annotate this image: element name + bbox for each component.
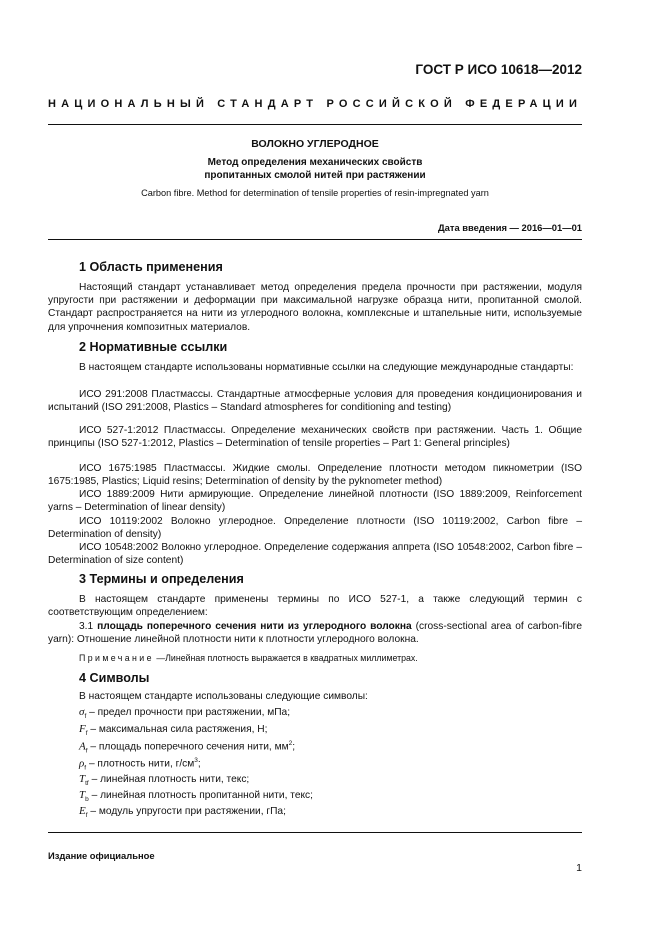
edition-label: Издание официальное: [48, 850, 155, 861]
symbol-row: $A_f$ – площадь поперечного сечения нити, $мм^2$;: [79, 740, 296, 755]
term-3-1: 3.1 площадь поперечного сечения нити из углеродного волокна (cross-sectional area of carbon-fibre yarn): Отношение линейной плотности нити к плотности углеродного волокна.: [48, 621, 582, 646]
national-standard-banner: НАЦИОНАЛЬНЫЙ СТАНДАРТ РОССИЙСКОЙ ФЕДЕРАЦИИ: [48, 98, 583, 110]
reference-iso-527-1: ИСО 527-1:2012 Пластмассы. Определение механических свойств при растяжении. Часть 1. Общие принципы (ISO 527-1:2012, Plastics – Determination of tensile properties – Part 1: General principles): [48, 425, 582, 450]
reference-iso-291: ИСО 291:2008 Пластмассы. Стандартные атмосферные условия для проведения кондиционирования и испытаний (ISO 291:2008, Plastics – Standard atmospheres for conditioning and testing): [48, 389, 582, 414]
header-divider: [48, 124, 582, 125]
reference-iso-10548: ИСО 10548:2002 Волокно углеродное. Определение содержания аппрета (ISO 10548:2002, Carbon fibre – Determination of size content): [48, 542, 582, 567]
section-4-heading: 4 Символы: [79, 671, 150, 685]
footer-divider: [48, 832, 582, 833]
page-number: 1: [576, 862, 582, 874]
title-divider: [48, 239, 582, 240]
document-subtitle: [48, 156, 582, 182]
section-1-heading: 1 Область применения: [79, 260, 223, 274]
introduction-date: Дата введения — 2016—01—01: [437, 222, 582, 233]
note-label: Примечание: [79, 653, 154, 663]
term-name: площадь поперечного сечения нити из углеродного волокна: [97, 621, 412, 632]
section-1-text: Настоящий стандарт устанавливает метод определения предела прочности при растяжении, модуля упругости при растяжении и деформации при максимальной нагрузке образца нити, пропитанной смолой. Стандарт распространяется на нити из углеродного волокна, комплексные и штапельные нити, используемые для упрочнения композитных материалов.: [48, 282, 582, 333]
symbol-row: $F_f$ – максимальная сила растяжения, Н;: [79, 723, 268, 738]
section-3-note: Примечание —Линейная плотность выражается в квадратных миллиметрах.: [79, 653, 418, 663]
symbol-row: $T_{tf}$ – линейная плотность нити, текс;: [79, 773, 250, 788]
section-2-heading: 2 Нормативные ссылки: [79, 340, 228, 354]
subtitle-line-1: Метод определения механических свойств: [207, 157, 423, 168]
subtitle-line-2: пропитанных смолой нитей при растяжении: [204, 170, 426, 181]
section-3-intro: В настоящем стандарте применены термины по ИСО 527-1, а также следующий термин с соответствующим определением:: [48, 594, 582, 619]
section-2-intro: В настоящем стандарте использованы нормативные ссылки на следующие международные стандарты:: [79, 362, 574, 373]
reference-iso-10119: ИСО 10119:2002 Волокно углеродное. Определение плотности (ISO 10119:2002, Carbon fibre – Determination of density): [48, 516, 582, 541]
english-title: Carbon fibre. Method for determination of tensile properties of resin-impregnated yarn: [141, 188, 489, 198]
symbol-row: $\rho_f$ – плотность нити, $г/см^3$;: [79, 757, 201, 772]
section-4-intro: В настоящем стандарте использованы следующие символы:: [79, 691, 368, 702]
reference-iso-1889: ИСО 1889:2009 Нити армирующие. Определение линейной плотности (ISO 1889:2009, Reinforcement yarns – Determination of linear density): [48, 489, 582, 514]
symbol-row: $\sigma_f$ – предел прочности при растяжении, мПа;: [79, 706, 291, 721]
symbol-row: $T_b$ – линейная плотность пропитанной нити, текс;: [79, 789, 313, 804]
reference-iso-1675: ИСО 1675:1985 Пластмассы. Жидкие смолы. Определение плотности методом пикнометрии (ISO 1675:1985, Plastics; Liquid resins; Determination of density by the pyknometer method): [48, 463, 582, 488]
section-3-heading: 3 Термины и определения: [79, 572, 244, 586]
symbol-row: $E_f$ – модуль упругости при растяжении, гПа;: [79, 805, 286, 820]
standard-number: ГОСТ Р ИСО 10618—2012: [415, 62, 582, 77]
document-title: ВОЛОКНО УГЛЕРОДНОЕ: [251, 138, 379, 150]
